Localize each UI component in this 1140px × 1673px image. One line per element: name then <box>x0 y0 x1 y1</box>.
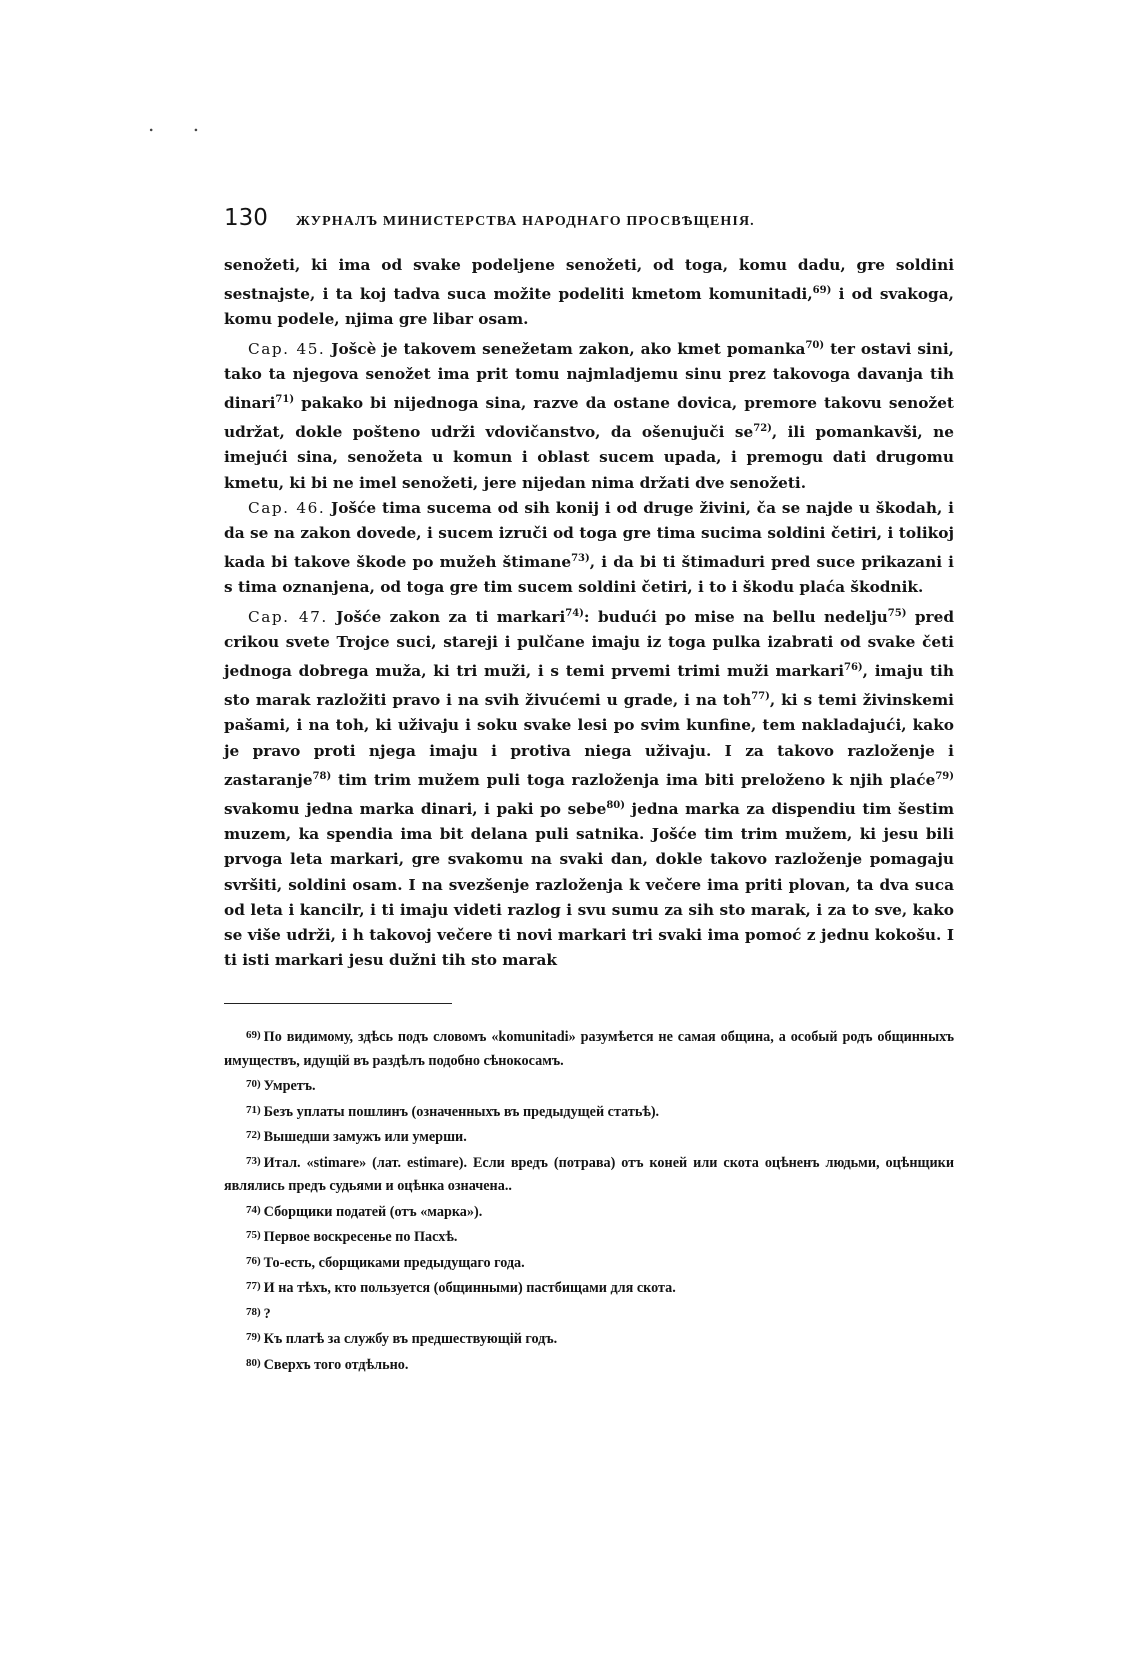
running-title: ЖУРНАЛЪ МИНИСТЕРСТВА НАРОДНАГО ПРОСВѢЩЕНІЯ. <box>296 214 755 229</box>
paragraph-continuation: senožeti, ki ima od svake podeljene senožeti, od toga, komu dadu, gre soldini sestnajste, i ta koj tadva suca možite podeliti kmetom komunitadi,$^{69)}$ i od svakoga, komu podele, njima gre libar osam. <box>224 256 954 329</box>
footnote-ref: 74) <box>565 607 584 619</box>
paragraph-cap-45: Cap. 45. Jošcè je takovem senežetam zakon, ako kmet pomanka$^{70)}$ ter ostavi sini, tako ta njegova senožet ima prit tomu najmladjemu sinu prez takovoga davanja tih dinari$^{71)}$ pakako bi nijednoga sina, razve da ostane dovica, premore takovu senožet udržat, dokle pošteno udrži vdovičanstvo, da ošenujuči $se^{72)}$, ili pomankavši, ne imejući sina, senožeta u komun i oblast sucem upada, i premogu dati drugomu kmetu, ki bi ne imel senožeti, jere nijedan nima držati dve senožeti. <box>224 339 955 492</box>
footnote-item: $^{77)}$ И на тѣхъ, кто пользуется (общинными) пастбищами для скота. <box>246 1280 676 1297</box>
cap-label: Cap. 47. <box>248 607 328 626</box>
footnote-ref: 79) <box>935 770 954 782</box>
footnote-ref: 77) <box>751 691 770 703</box>
footnote-mark: 75) <box>246 1229 261 1242</box>
footnote-mark: 77) <box>246 1280 261 1293</box>
footnote-item: $^{70)}$ Умретъ. <box>246 1078 316 1095</box>
footnote-mark: 80) <box>246 1356 261 1369</box>
paragraph-cap-46: Cap. 46. Jošće tima sucema od sih konij i od druge živini, ča se najde u škodah, i da se na zakon dovede, i sucem izruči od toga gre tima sucima soldini četiri, i tolikoj kada bi takove škode po mužeh štimane$^{73)}$, i da bi ti štimaduri pred suce prikazani i s tima oznanjena, od toga gre tim sucem soldini četiri, i to i škodu plaća škodnik. <box>224 498 954 597</box>
cap-label: Cap. 45. <box>248 339 326 358</box>
footnote-mark: 69) <box>246 1029 261 1042</box>
decorative-dots: . . <box>148 112 216 136</box>
footnote-mark: 70) <box>246 1078 261 1091</box>
footnote-ref: 69) <box>812 285 832 297</box>
footnote-item: $^{78)}$ ? <box>246 1305 271 1322</box>
footnote-ref: 76) <box>844 662 863 674</box>
footnote-item: $^{72)}$ Вышедши замужъ или умерши. <box>246 1129 467 1146</box>
footnote-mark: 79) <box>246 1331 261 1344</box>
body-text <box>224 253 954 973</box>
footnote-item: $^{73)}$ Итал. «stimare» (лат. estimare). Если вредъ (потрава) отъ коней или скота оцѣненъ людьми, оцѣнщики являлись предъ судьями и оцѣнка означена.. <box>224 1154 954 1195</box>
footnote-ref: 80) <box>606 800 625 812</box>
page-header <box>224 205 954 231</box>
cap-label: Cap. 46. <box>248 498 326 517</box>
footnote-mark: 76) <box>246 1254 261 1267</box>
footnote-item: $^{74)}$ Сборщики податей (отъ «марка»). <box>246 1203 483 1220</box>
footnote-ref: 73) <box>571 553 590 565</box>
footnote-ref: 78) <box>312 770 332 782</box>
page <box>224 205 954 1377</box>
footnote-mark: 78) <box>246 1305 261 1318</box>
footnote-mark: 74) <box>246 1203 261 1216</box>
footnote-ref: 75) <box>887 607 907 619</box>
page-number: 130 <box>224 205 268 231</box>
footnote-item: $^{71)}$ Безъ уплаты пошлинъ (означенныхъ въ предыдущей статьѣ). <box>246 1103 660 1120</box>
footnote-mark: 73) <box>246 1154 261 1167</box>
footnote-item: $^{80)}$ Сверхъ того отдѣльно. <box>246 1356 409 1373</box>
footnotes <box>224 1024 954 1377</box>
footnote-ref: 71) <box>275 394 295 406</box>
footnote-ref: 70) <box>805 339 825 351</box>
footnote-ref: 72) <box>753 423 772 435</box>
footnote-item: $^{76)}$ То-есть, сборщиками предыдущаго года. <box>246 1254 525 1271</box>
footnote-item: $^{79)}$ Къ платѣ за службу въ предшествующій годъ. <box>246 1331 558 1348</box>
paragraph-cap-47: Cap. 47. Jošće zakon za ti markari$^{74)}$: budući po mise na bellu nedelju$^{75)}$ pred crikou svete Trojce suci, stareji i pulčane imaju iz toga pulka izabrati od svake četi jednoga dobrega muža, ki tri muži, i s temi prvemi trimi muži markari$^{76)}$, imaju tih sto marak razložiti pravo i na svih živućemi u grade, i na toh$^{77)}$, ki s temi živinskemi pašami, i na toh, ki uživaju i soku svake lesi po svim kunfine, tem nakladajući, kako je pravo proti njega imaju i protiva niega uživaju. I za takovo razloženje i zastaranje$^{78)}$ tim trim mužem puli toga razloženja ima biti preloženo k njih plaće$^{79)}$ svakomu jedna marka dinari, i paki po sebe$^{80)}$ jedna marka za dispendiu tim šestim muzem, ka spendia ima bit delana puli satnika. Jošće tim trim mužem, ki jesu bili prvoga leta markari, gre svakomu na svaki dan, dokle takovo razloženje pomagaju svršiti, soldini osam. I na svezšenje razloženja k večere ima priti plovan, ta dva suca od leta i kancilr, i ti imaju videti razlog i svu sumu za sih sto marak, i za to sve, kako se više udrži, i h takovoj večere ti novi markari tri svaki ima pomoć z jednu kokošu. I ti isti markari jesu dužni tih sto marak <box>224 607 955 970</box>
footnote-item: $^{69)}$ По видимому, здѣсь подъ словомъ «komunitadi» разумѣется не самая община, а особый родъ общинныхъ имуществъ, идущій въ раздѣлъ подобно сѣнокосамъ. <box>224 1029 954 1069</box>
footnote-divider <box>224 1003 452 1004</box>
footnote-item: $^{75)}$ Первое воскресенье по Пасхѣ. <box>246 1229 458 1246</box>
footnote-mark: 71) <box>246 1103 261 1116</box>
footnote-mark: 72) <box>246 1129 261 1142</box>
